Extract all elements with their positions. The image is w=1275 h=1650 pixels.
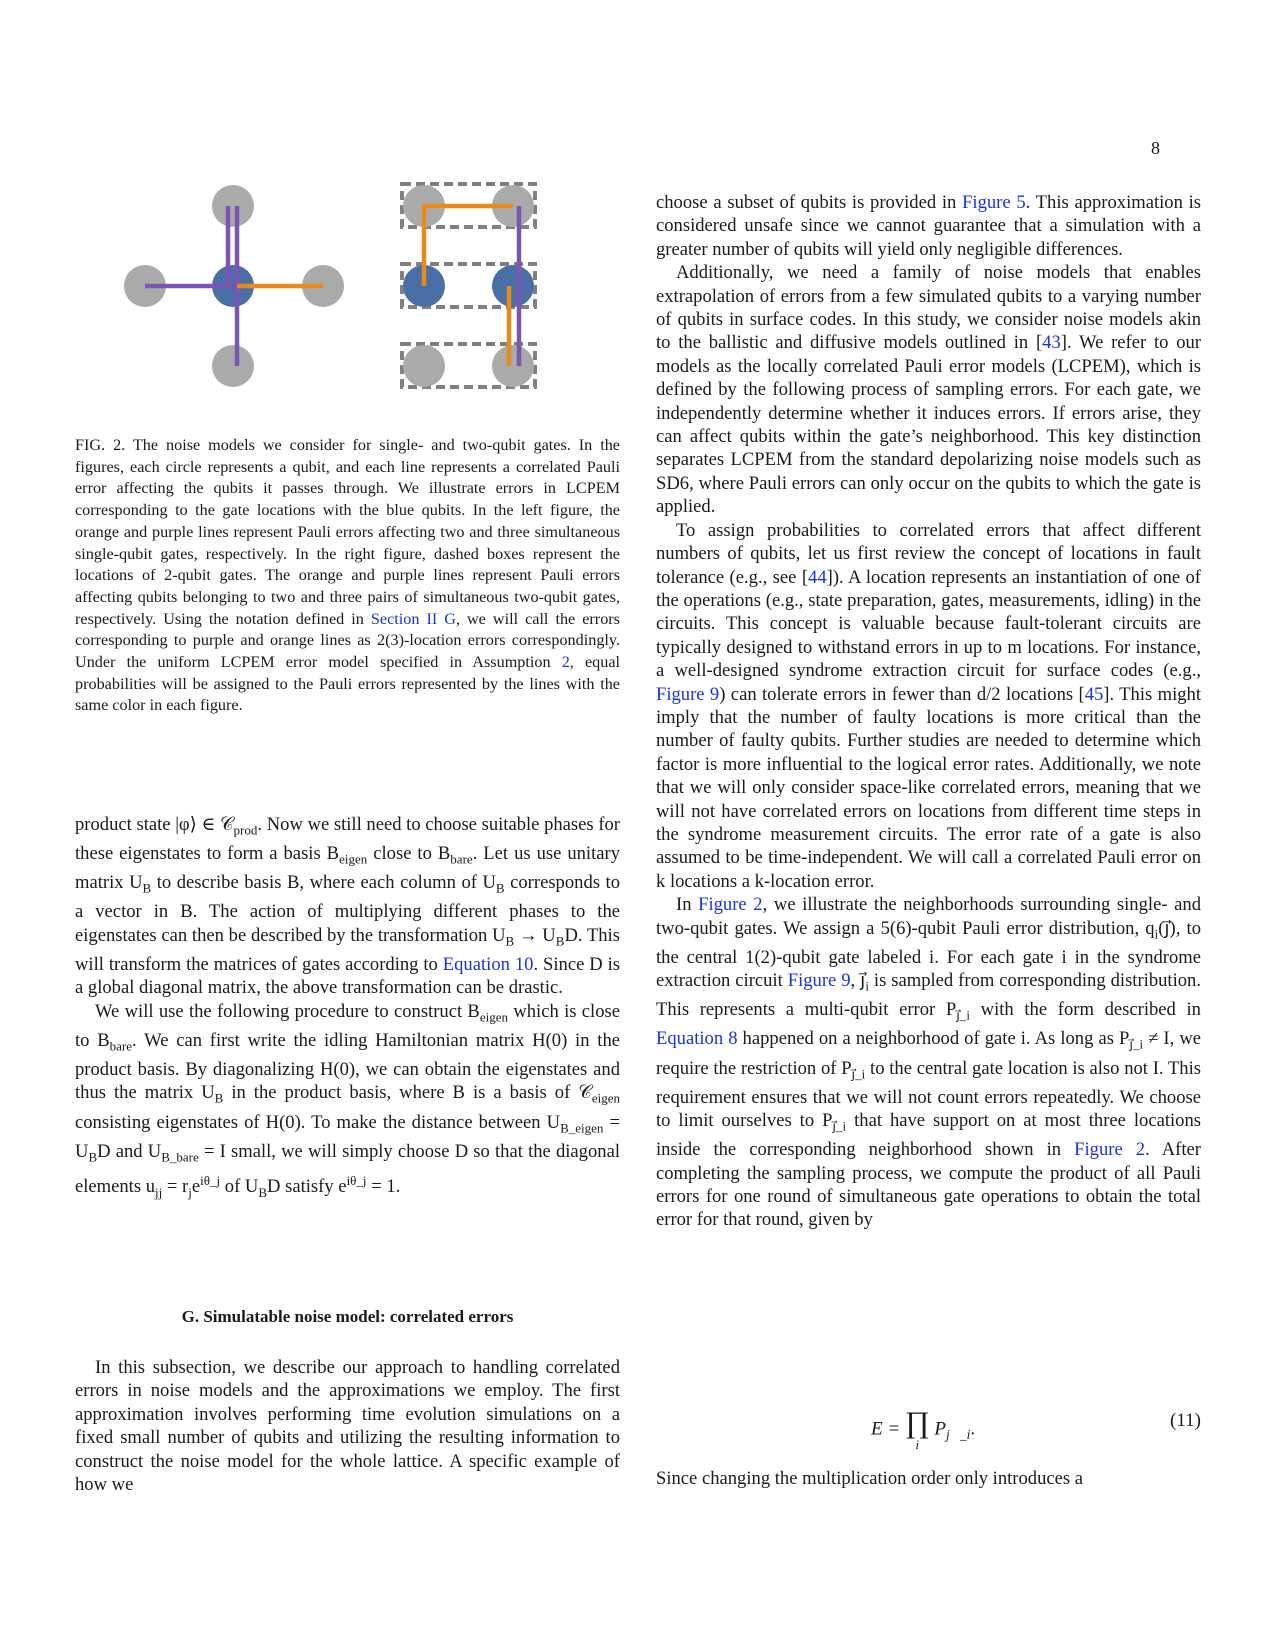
paragraph: In this subsection, we describe our approach to handling correlated errors in noise models and the approximations we employ. The first approximation involves performing time evolution simulations on a fixed small number of qubits and utilizing the resulting information to construct the noise model for the whole lattice. A specific example of how we xyxy=(75,1357,620,1496)
section-link[interactable]: Section II G xyxy=(370,609,456,628)
qubit-top xyxy=(212,185,254,227)
figure-9-link-2[interactable]: Figure 9 xyxy=(787,970,851,992)
equation-number: (11) xyxy=(1170,1410,1201,1431)
left-column-text xyxy=(75,813,620,1204)
qubit-bottom-left xyxy=(403,345,445,387)
figure-caption: FIG. 2. The noise models we consider for single- and two-qubit gates. In the figures, each circle represents a qubit, and each line represents a correlated Pauli error affecting the qubits it passes through. We illustrate errors in LCPEM corresponding to the gate locations with the blue qubits. In the left figure, the orange and purple lines represent Pauli errors affecting two and three simultaneous single-qubit gates, respectively. In the right figure, dashed boxes represent the locations of 2-qubit gates. The orange and purple lines represent Pauli errors affecting qubits belonging to two and three pairs of simultaneous two-qubit gates, respectively. Using the notation defined in Section II G, we will call the errors corresponding to purple and orange lines as 2(3)-location errors correspondingly. Under the uniform LCPEM error model specified in Assumption 2, equal probabilities will be assigned to the Pauli errors represented by the lines with the same color in each figure. xyxy=(75,436,620,715)
qubit-bottom-right xyxy=(492,345,534,387)
paragraph: Since changing the multiplication order only introduces a xyxy=(656,1468,1084,1489)
citation-43-link[interactable]: 43 xyxy=(1042,332,1061,354)
figure-2-diagram xyxy=(120,180,580,420)
paragraph: To assign probabilities to correlated errors that affect different numbers of qubits, let us first review the concept of locations in fault tolerance (e.g., see [44]). A location represents an instantiation of one of the operations (e.g., state preparation, gates, measurements, idling) in the circuits. This concept is valuable because fault-tolerant circuits are typically designed to withstand errors in up to m locations. For instance, a well-designed syndrome extraction circuit for surface codes (e.g., Figure 9) can tolerate errors in fewer than d/2 locations [45]. This might imply that the number of faulty locations is more critical than the number of faulty qubits. Further studies are needed to determine which factor is more influential to the logical error rates. Additionally, we note that we will only consider space-like correlated errors, meaning that we will not have correlated errors on locations from different time steps in the syndrome measurement circuits. The error rate of a gate is also assumed to be time-independent. We will call a correlated Pauli error on k locations a k-location error. xyxy=(656,519,1202,892)
figure-9-link[interactable]: Figure 9 xyxy=(656,683,720,705)
left-figure xyxy=(124,185,344,387)
figure-2-link-2[interactable]: Figure 2 xyxy=(1074,1139,1146,1161)
paragraph: We will use the following procedure to construct $B_{eigen}$ which is close to $B_{bare}$. We can first write the idling Hamiltonian matrix H(0) in the product basis. By diagonalizing H(0), we can obtain the eigenstates and thus the matrix $U_B$ in the product basis, where B is a basis of 𝒞$_{eigen}$ consisting eigenstates of H(0). To make the distance between $U_{B\_eigen} = U_BD$ and $U_{B\_bare} = I$ small, we will simply choose D so that the diagonal elements $u_{jj} = r_je^{i\theta\_j}$ of $U_BD$ satisfy $e^{i\theta\_j} = 1$. xyxy=(75,1000,621,1200)
paragraph: choose a subset of qubits is provided in Figure 5. This approximation is considered unsafe since we cannot guarantee that a simulation with a greater number of qubits will yield only negligible differences. xyxy=(656,192,1202,260)
citation-44-link[interactable]: 44 xyxy=(808,566,827,588)
figure-2-link[interactable]: Figure 2 xyxy=(698,894,763,916)
right-column-text xyxy=(656,191,1201,1232)
right-figure xyxy=(402,184,535,387)
figure-5-link[interactable]: Figure 5 xyxy=(962,192,1026,213)
equation-11 xyxy=(656,1400,1201,1460)
caption-label: FIG. 2. xyxy=(75,436,126,454)
assumption-link[interactable]: 2 xyxy=(561,653,570,672)
citation-45-link[interactable]: 45 xyxy=(1084,683,1104,705)
page-number: 8 xyxy=(1151,138,1160,158)
paragraph: Additionally, we need a family of noise models that enables extrapolation of errors from a few simulated qubits to a varying number of qubits in surface codes. In this study, we consider noise models akin to the ballistic and diffusive models outlined in [43]. We refer to our models as the locally correlated Pauli error models (LCPEM), which is defined by the following process of sampling errors. For each gate, we independently determine whether it induces errors. If errors arise, they can affect qubits within the gate’s neighborhood. This key distinction separates LCPEM from the standard depolarizing noise models such as SD6, where Pauli errors can only occur on the qubits to which the gate is applied. xyxy=(656,262,1201,518)
qubit-middle-right-blue xyxy=(492,265,534,307)
noise-model-diagram xyxy=(120,180,580,420)
right-column-text-2 xyxy=(656,1467,1201,1490)
qubit-bottom xyxy=(212,345,254,387)
equation-10-link[interactable]: Equation 10 xyxy=(442,953,534,975)
equation-body: E = ∏ i $P_{j⃗\_i}$. xyxy=(871,1406,976,1452)
paragraph: product state |φ⟩ ∈ 𝒞$_{prod}$. Now we still need to choose suitable phases for these eigenstates to form a basis $B_{eigen}$ close to $B_{bare}$. Let us use unitary matrix $U_B$ to describe basis B, where each column of $U_B$ corresponds to a vector in B. The action of multiplying different phases to the eigenstates can then be described by the transformation $U_B \to U_BD$. This will transform the matrices of gates according to Equation 10. Since D is a global diagonal matrix, the above transformation can be drastic. xyxy=(75,814,621,999)
section-heading: G. Simulatable noise model: correlated errors xyxy=(181,1307,514,1326)
left-column-text-2 xyxy=(75,1356,620,1496)
equation-8-link[interactable]: Equation 8 xyxy=(656,1028,738,1050)
paragraph: In Figure 2, we illustrate the neighborhoods surrounding single- and two-qubit gates. We assign a 5(6)-qubit Pauli error distribution, $q_i(j⃗)$, to the central 1(2)-qubit gate labeled i. For each gate i in the syndrome extraction circuit Figure 9, $j⃗_i$ is sampled from corresponding distribution. This represents a multi-qubit error $P_{j⃗\_i}$ with the form described in Equation 8 happened on a neighborhood of gate i. As long as $P_{j⃗\_i} \ne I$, we require the restriction of $P_{j⃗\_i}$ to the central gate location is also not I. This requirement ensures that we will not count errors repeatedly. We choose to limit ourselves to $P_{j⃗\_i}$ that have support on at most three locations inside the corresponding neighborhood shown in Figure 2. After completing the sampling process, we compute the product of all Pauli errors for one round of simultaneous gate operations to obtain the total error for that round, given by xyxy=(656,894,1202,1231)
